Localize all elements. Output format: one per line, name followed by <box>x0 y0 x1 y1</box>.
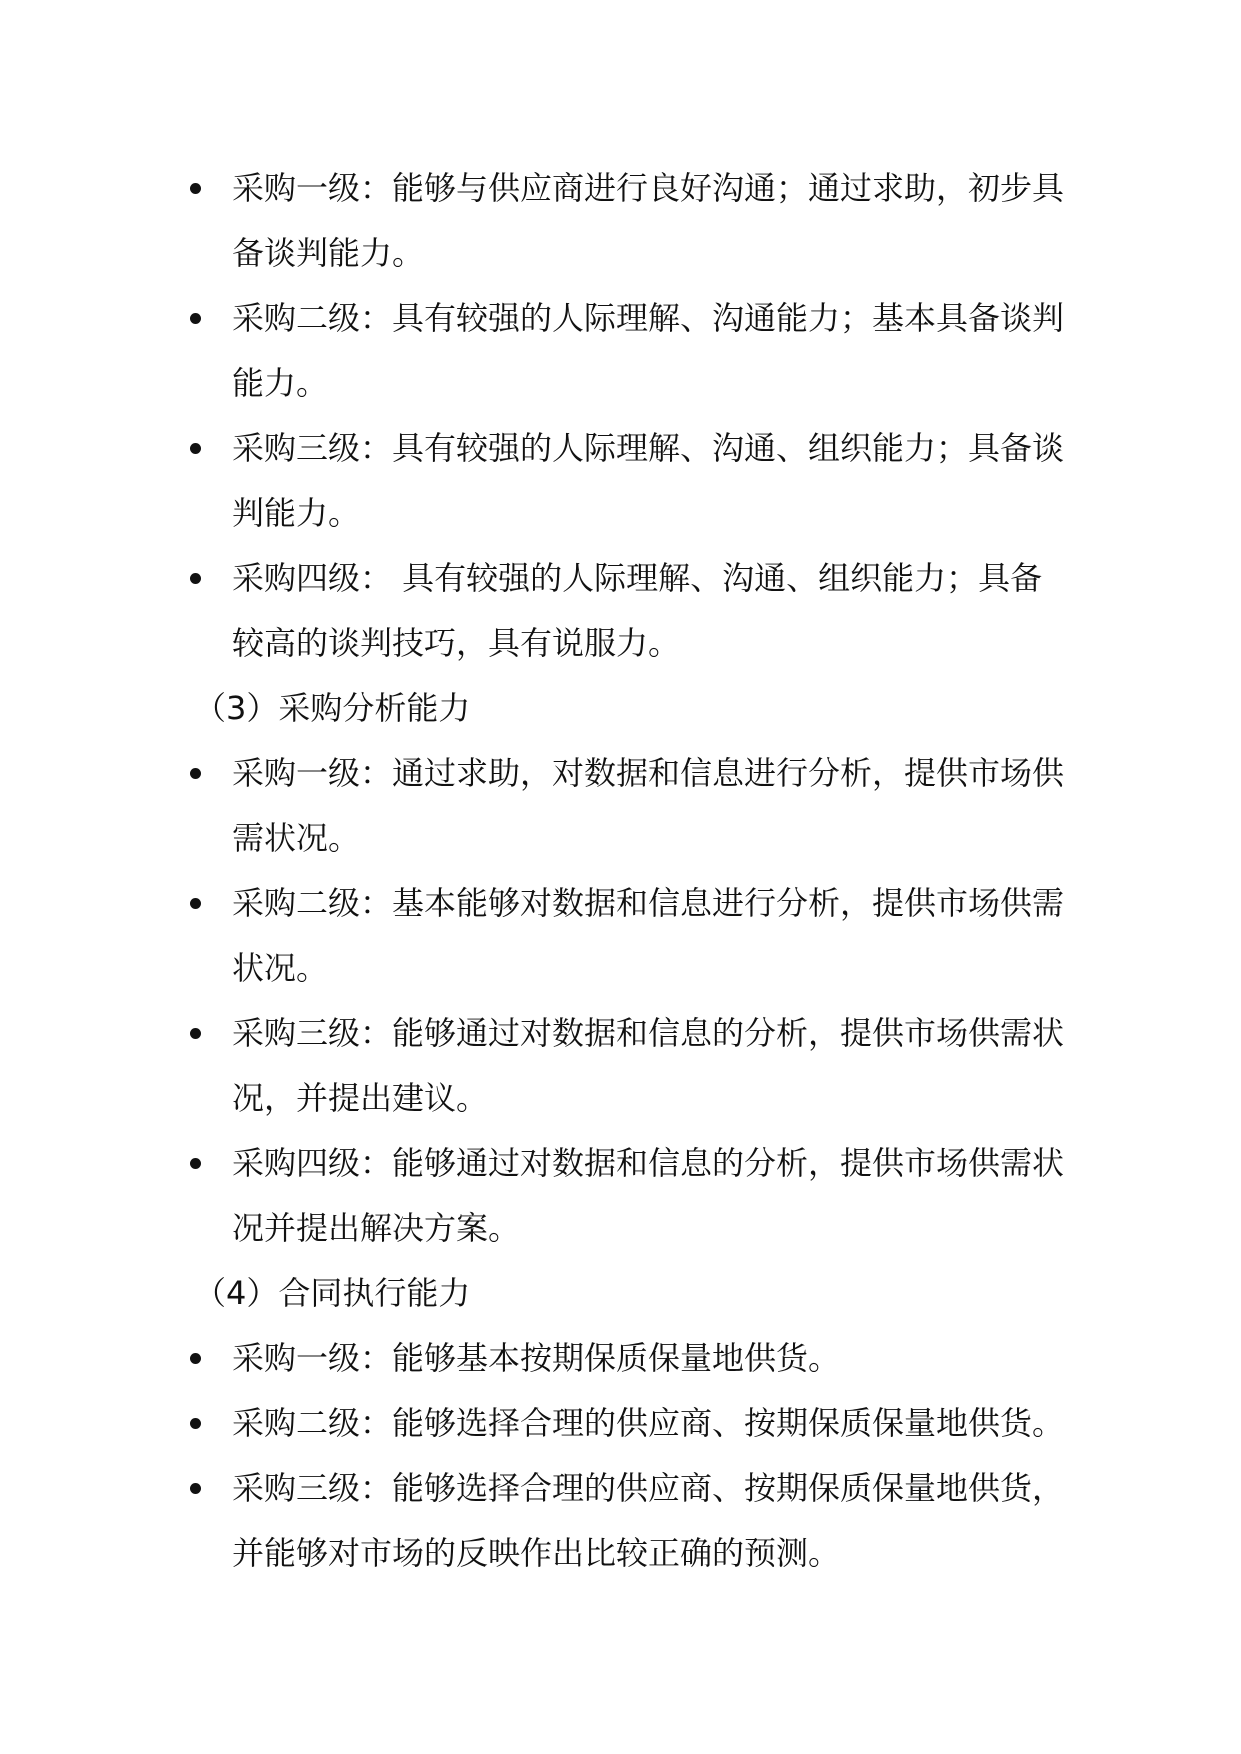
bullet-icon <box>190 573 201 584</box>
list-item-text: 采购三级：能够通过对数据和信息的分析，提供市场供需状况，并提出建议。 <box>232 1014 1065 1117</box>
list-item <box>190 1001 1070 1131</box>
list-item <box>190 416 1070 546</box>
bullet-list <box>190 741 1070 1261</box>
list-item-text: 采购二级：具有较强的人际理解、沟通能力；基本具备谈判能力。 <box>232 299 1065 402</box>
section-analysis <box>190 676 1070 1261</box>
list-item-text: 采购二级：能够选择合理的供应商、按期保质保量地供货。 <box>232 1404 1065 1442</box>
bullet-icon <box>190 183 201 194</box>
section-contract <box>190 1261 1070 1586</box>
list-item <box>190 156 1070 286</box>
bullet-icon <box>190 443 201 454</box>
list-item <box>190 1456 1070 1586</box>
list-item <box>190 286 1070 416</box>
list-item <box>190 1391 1070 1456</box>
list-item-text: 采购一级：通过求助，对数据和信息进行分析，提供市场供需状况。 <box>232 754 1065 857</box>
list-item <box>190 1326 1070 1391</box>
bullet-icon <box>190 1028 201 1039</box>
section-communication <box>190 156 1070 676</box>
list-item <box>190 741 1070 871</box>
list-item-text: 采购三级：具有较强的人际理解、沟通、组织能力；具备谈判能力。 <box>232 429 1065 532</box>
bullet-icon <box>190 768 201 779</box>
bullet-list <box>190 156 1070 676</box>
list-item <box>190 546 1070 676</box>
bullet-icon <box>190 313 201 324</box>
section-heading: （3）采购分析能力 <box>194 689 471 727</box>
section-heading: （4）合同执行能力 <box>194 1274 471 1312</box>
bullet-icon <box>190 1418 201 1429</box>
bullet-icon <box>190 1483 201 1494</box>
list-item-text: 采购四级：能够通过对数据和信息的分析，提供市场供需状况并提出解决方案。 <box>232 1144 1065 1247</box>
list-item-text: 采购二级：基本能够对数据和信息进行分析，提供市场供需状况。 <box>232 884 1065 987</box>
list-item-text: 采购一级：能够基本按期保质保量地供货。 <box>232 1339 841 1377</box>
bullet-list <box>190 1326 1070 1586</box>
bullet-icon <box>190 1353 201 1364</box>
bullet-icon <box>190 1158 201 1169</box>
list-item-text: 采购四级： 具有较强的人际理解、沟通、组织能力；具备较高的谈判技巧，具有说服力。 <box>232 559 1043 662</box>
list-item-text: 采购一级：能够与供应商进行良好沟通；通过求助，初步具备谈判能力。 <box>232 169 1065 272</box>
list-item <box>190 871 1070 1001</box>
document-body <box>190 156 1070 1586</box>
list-item-text: 采购三级：能够选择合理的供应商、按期保质保量地供货，并能够对市场的反映作出比较正确的预测。 <box>232 1469 1065 1572</box>
bullet-icon <box>190 898 201 909</box>
list-item <box>190 1131 1070 1261</box>
